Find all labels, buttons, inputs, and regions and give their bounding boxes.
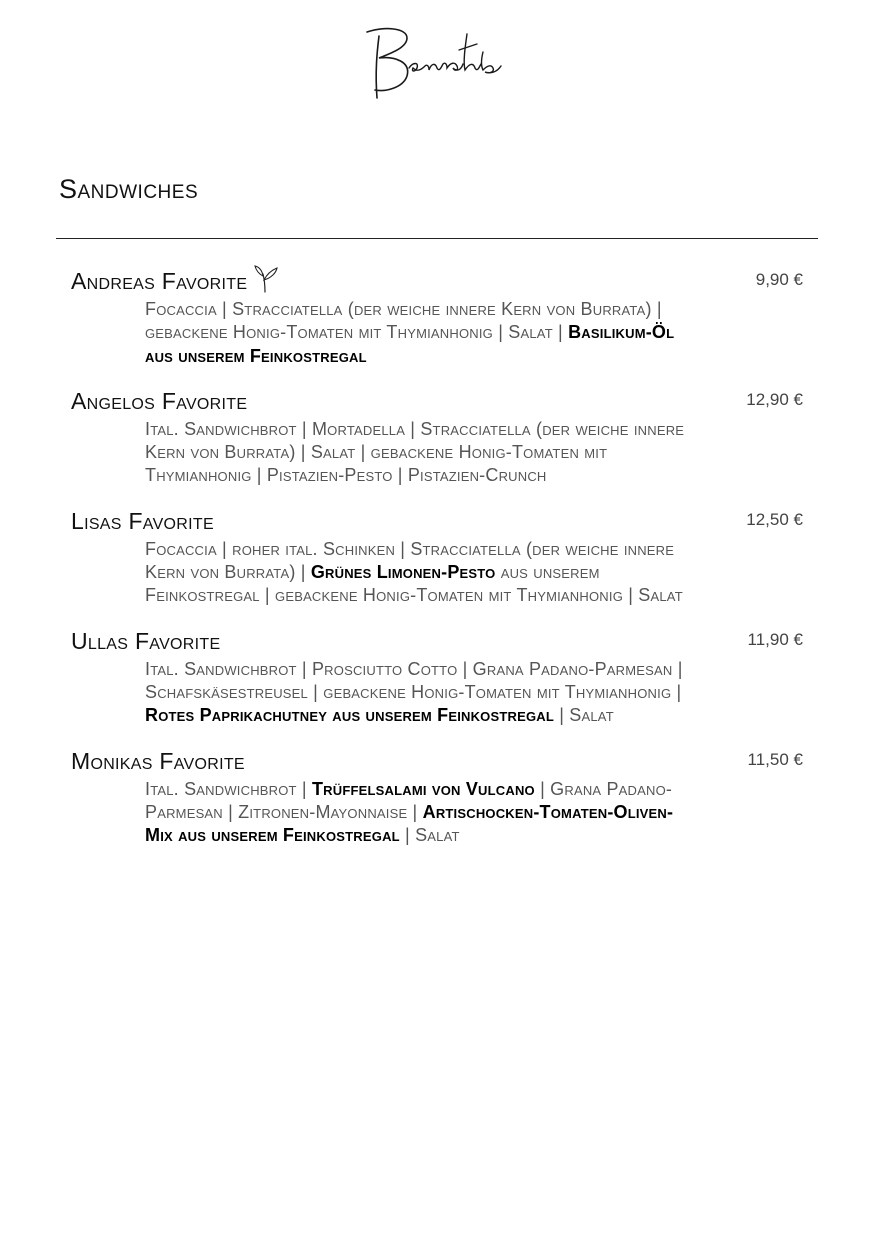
menu-item-price: 9,90 €: [755, 270, 803, 289]
menu-item-price: 12,50 €: [746, 509, 803, 529]
menu-item-header: [71, 388, 811, 418]
leaf-sprout-icon: [253, 264, 279, 294]
menu-item-header: [71, 748, 811, 778]
description-highlight: Artischocken-Tomaten-Oliven-Mix aus unserem Feinkostregal: [145, 801, 674, 846]
section-title: Sandwiches: [59, 174, 199, 204]
description-highlight: Trüffelsalami von Vulcano: [311, 778, 535, 799]
description-text: | Salat: [399, 825, 460, 846]
description-text: Focaccia | Stracciatella (der weiche innere Kern von Burrata) | gebackene Honig-Tomaten mit Thymianhonig | Salat |: [145, 299, 662, 343]
menu-item-header: [71, 628, 811, 658]
menu-item-name: Monikas Favorite: [71, 747, 245, 774]
menu-item: [71, 268, 811, 368]
description-text: | Salat: [554, 705, 614, 726]
menu-item-description: [145, 658, 685, 728]
menu-item-name: Angelos Favorite: [71, 387, 248, 414]
menu-item: [71, 748, 811, 848]
menu-item-price: 11,50 €: [747, 749, 803, 769]
menu-item-description: [145, 298, 685, 368]
menu-item-name: Andreas Favorite: [71, 268, 248, 294]
menu-item-description: [145, 778, 685, 848]
menu-list: [71, 268, 811, 867]
description-highlight: Grünes Limonen-Pesto: [310, 562, 496, 583]
menu-item-header: [71, 508, 811, 538]
menu-item-price: 12,90 €: [746, 389, 803, 409]
menu-item: [71, 388, 811, 488]
menu-item: [71, 508, 811, 608]
menu-item-name: Ullas Favorite: [71, 627, 221, 654]
menu-item-header: [71, 268, 811, 298]
menu-item-price: 11,90 €: [747, 629, 803, 649]
description-text: | Grana Padano-Parmesan | Zitronen-Mayonnaise |: [145, 778, 673, 822]
menu-item-description: [145, 538, 685, 608]
menu-item: [71, 628, 811, 728]
description-text: Focaccia | roher ital. Schinken | Stracciatella (der weiche innere Kern von Burrata) |: [145, 538, 675, 583]
menu-item-description: [145, 418, 685, 488]
brand-logo: [355, 22, 505, 106]
description-text: Ital. Sandwichbrot | Prosciutto Cotto | Grana Padano-Parmesan | Schafskäsestreusel | gebackene Honig-Tomaten mit Thymianhonig |: [145, 658, 683, 702]
benraths-logo-script: [355, 22, 505, 106]
menu-item-name: Lisas Favorite: [71, 507, 214, 534]
description-text: aus unserem Feinkostregal | gebackene Honig-Tomaten mit Thymianhonig | Salat: [145, 562, 683, 606]
section-divider: [56, 238, 818, 239]
description-text: Ital. Sandwichbrot |: [145, 778, 312, 799]
description-highlight: Rotes Paprikachutney aus unserem Feinkostregal: [145, 705, 555, 726]
description-highlight: Basilikum-Öl aus unserem Feinkostregal: [145, 322, 675, 366]
description-text: Ital. Sandwichbrot | Mortadella | Stracciatella (der weiche innere Kern von Burrata) | Salat | gebackene Honig-Tomaten mit Thymianhonig | Pistazien-Pesto | Pistazien-Crunch: [145, 418, 685, 486]
